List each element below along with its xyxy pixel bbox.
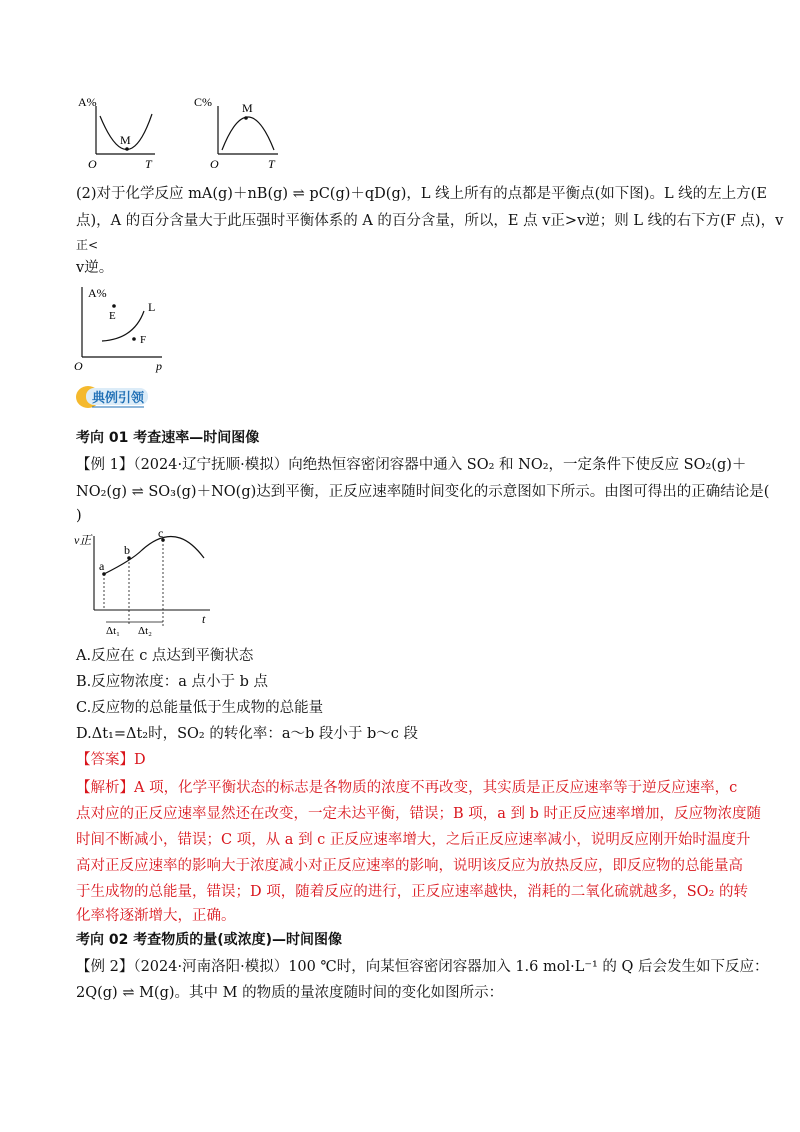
graph-a-vs-t xyxy=(78,95,155,171)
rate-dt1: Δt₁ xyxy=(106,625,120,637)
graph-l-xlabel: p xyxy=(156,359,162,373)
example2-line2: 2Q(g) ⇌ M(g)。其中 M 的物质的量浓度随时间的变化如图所示： xyxy=(76,985,504,1001)
graph-rate-vs-time xyxy=(72,528,222,640)
option-b: B.反应物浓度：a 点小于 b 点 xyxy=(76,674,269,690)
example1-line2: NO₂(g) ⇌ SO₃(g)＋NO(g)达到平衡，正反应速率随时间变化的示意图如下所示。由图可得出的正确结论是( xyxy=(76,484,770,500)
example1-line1: 【例 1】（2024·辽宁抚顺·模拟）向绝热恒容密闭容器中通入 SO₂ 和 NO₂，一定条件下使反应 SO₂(g)＋ xyxy=(76,457,747,473)
rate-graph-xlabel: t xyxy=(202,612,206,626)
option-d: D.Δt₁=Δt₂时，SO₂ 的转化率：a～b 段小于 b～c 段 xyxy=(76,726,418,742)
graph-c-vs-t xyxy=(194,95,278,171)
graph-l-line-label: L xyxy=(148,300,156,314)
graph-c-origin: O xyxy=(210,157,219,171)
analysis-line1: 【解析】A 项，化学平衡状态的标志是各物质的浓度不再改变，其实质是正反应速率等于逆反应速率，c xyxy=(76,780,738,796)
graph-c-point: M xyxy=(242,101,253,115)
rate-dt2: Δt₂ xyxy=(138,625,152,637)
top-graphs xyxy=(70,92,300,174)
analysis-line6: 化率将逐渐增大，正确。 xyxy=(76,908,236,924)
graph-c-ylabel: C% xyxy=(194,95,212,109)
answer: 【答案】D xyxy=(76,752,146,768)
section2-heading: 考向 02 考查物质的量(或浓度)—时间图像 xyxy=(76,932,343,948)
option-a: A.反应在 c 点达到平衡状态 xyxy=(76,648,254,664)
analysis-line2: 点对应的正反应速率显然还在改变，一定未达平衡，错误；B 项，a 到 b 时正反应速率增加，反应物浓度随 xyxy=(76,806,762,822)
example1-line3: ) xyxy=(76,508,82,524)
example-badge xyxy=(72,382,172,412)
example2-line1: 【例 2】（2024·河南洛阳·模拟）100 ℃时，向某恒容密闭容器加入 1.6 mol·L⁻¹ 的 Q 后会发生如下反应： xyxy=(76,959,769,975)
para2-line3: 正< xyxy=(76,238,99,252)
para2-line1: (2)对于化学反应 mA(g)＋nB(g) ⇌ pC(g)＋qD(g)，L 线上所有的点都是平衡点(如下图)。L 线的左上方(E xyxy=(76,186,767,202)
para2-line4: v逆。 xyxy=(76,260,114,276)
option-c: C.反应物的总能量低于生成物的总能量 xyxy=(76,700,324,716)
analysis-line3: 时间不断减小，错误；C 项，从 a 到 c 正反应速率增大，之后正反应速率减小，说明反应刚开始时温度升 xyxy=(76,832,751,848)
graph-l-ylabel: A% xyxy=(88,286,107,300)
section1-heading: 考向 01 考查速率—时间图像 xyxy=(76,430,260,446)
graph-equilibrium-line xyxy=(72,285,182,375)
badge-label: 典例引领 xyxy=(92,391,145,406)
graph-l-point-e: E xyxy=(109,310,116,322)
rate-graph-ylabel: v正 xyxy=(74,533,92,547)
rate-point-b: b xyxy=(124,543,130,557)
rate-point-a: a xyxy=(99,559,105,573)
rate-point-c: c xyxy=(158,528,164,540)
analysis-line5: 于生成物的总能量，错误；D 项，随着反应的进行，正反应速率越快，消耗的二氧化硫就越多，SO₂ 的转 xyxy=(76,884,748,900)
graph-l-point-f: F xyxy=(140,334,147,346)
graph-a-point: M xyxy=(120,133,131,147)
graph-a-ylabel: A% xyxy=(78,95,97,109)
graph-l-origin: O xyxy=(74,359,83,373)
graph-a-xlabel: T xyxy=(145,157,152,171)
para2-line2: 点)，A 的百分含量大于此压强时平衡体系的 A 的百分含量，所以，E 点 v正>v逆；则 L 线的右下方(F 点)，v xyxy=(76,213,784,229)
graph-a-origin: O xyxy=(88,157,97,171)
analysis-line4: 高对正反应速率的影响大于浓度减小对正反应速率的影响，说明该反应为放热反应，即反应物的总能量高 xyxy=(76,858,743,874)
graph-c-xlabel: T xyxy=(268,157,275,171)
